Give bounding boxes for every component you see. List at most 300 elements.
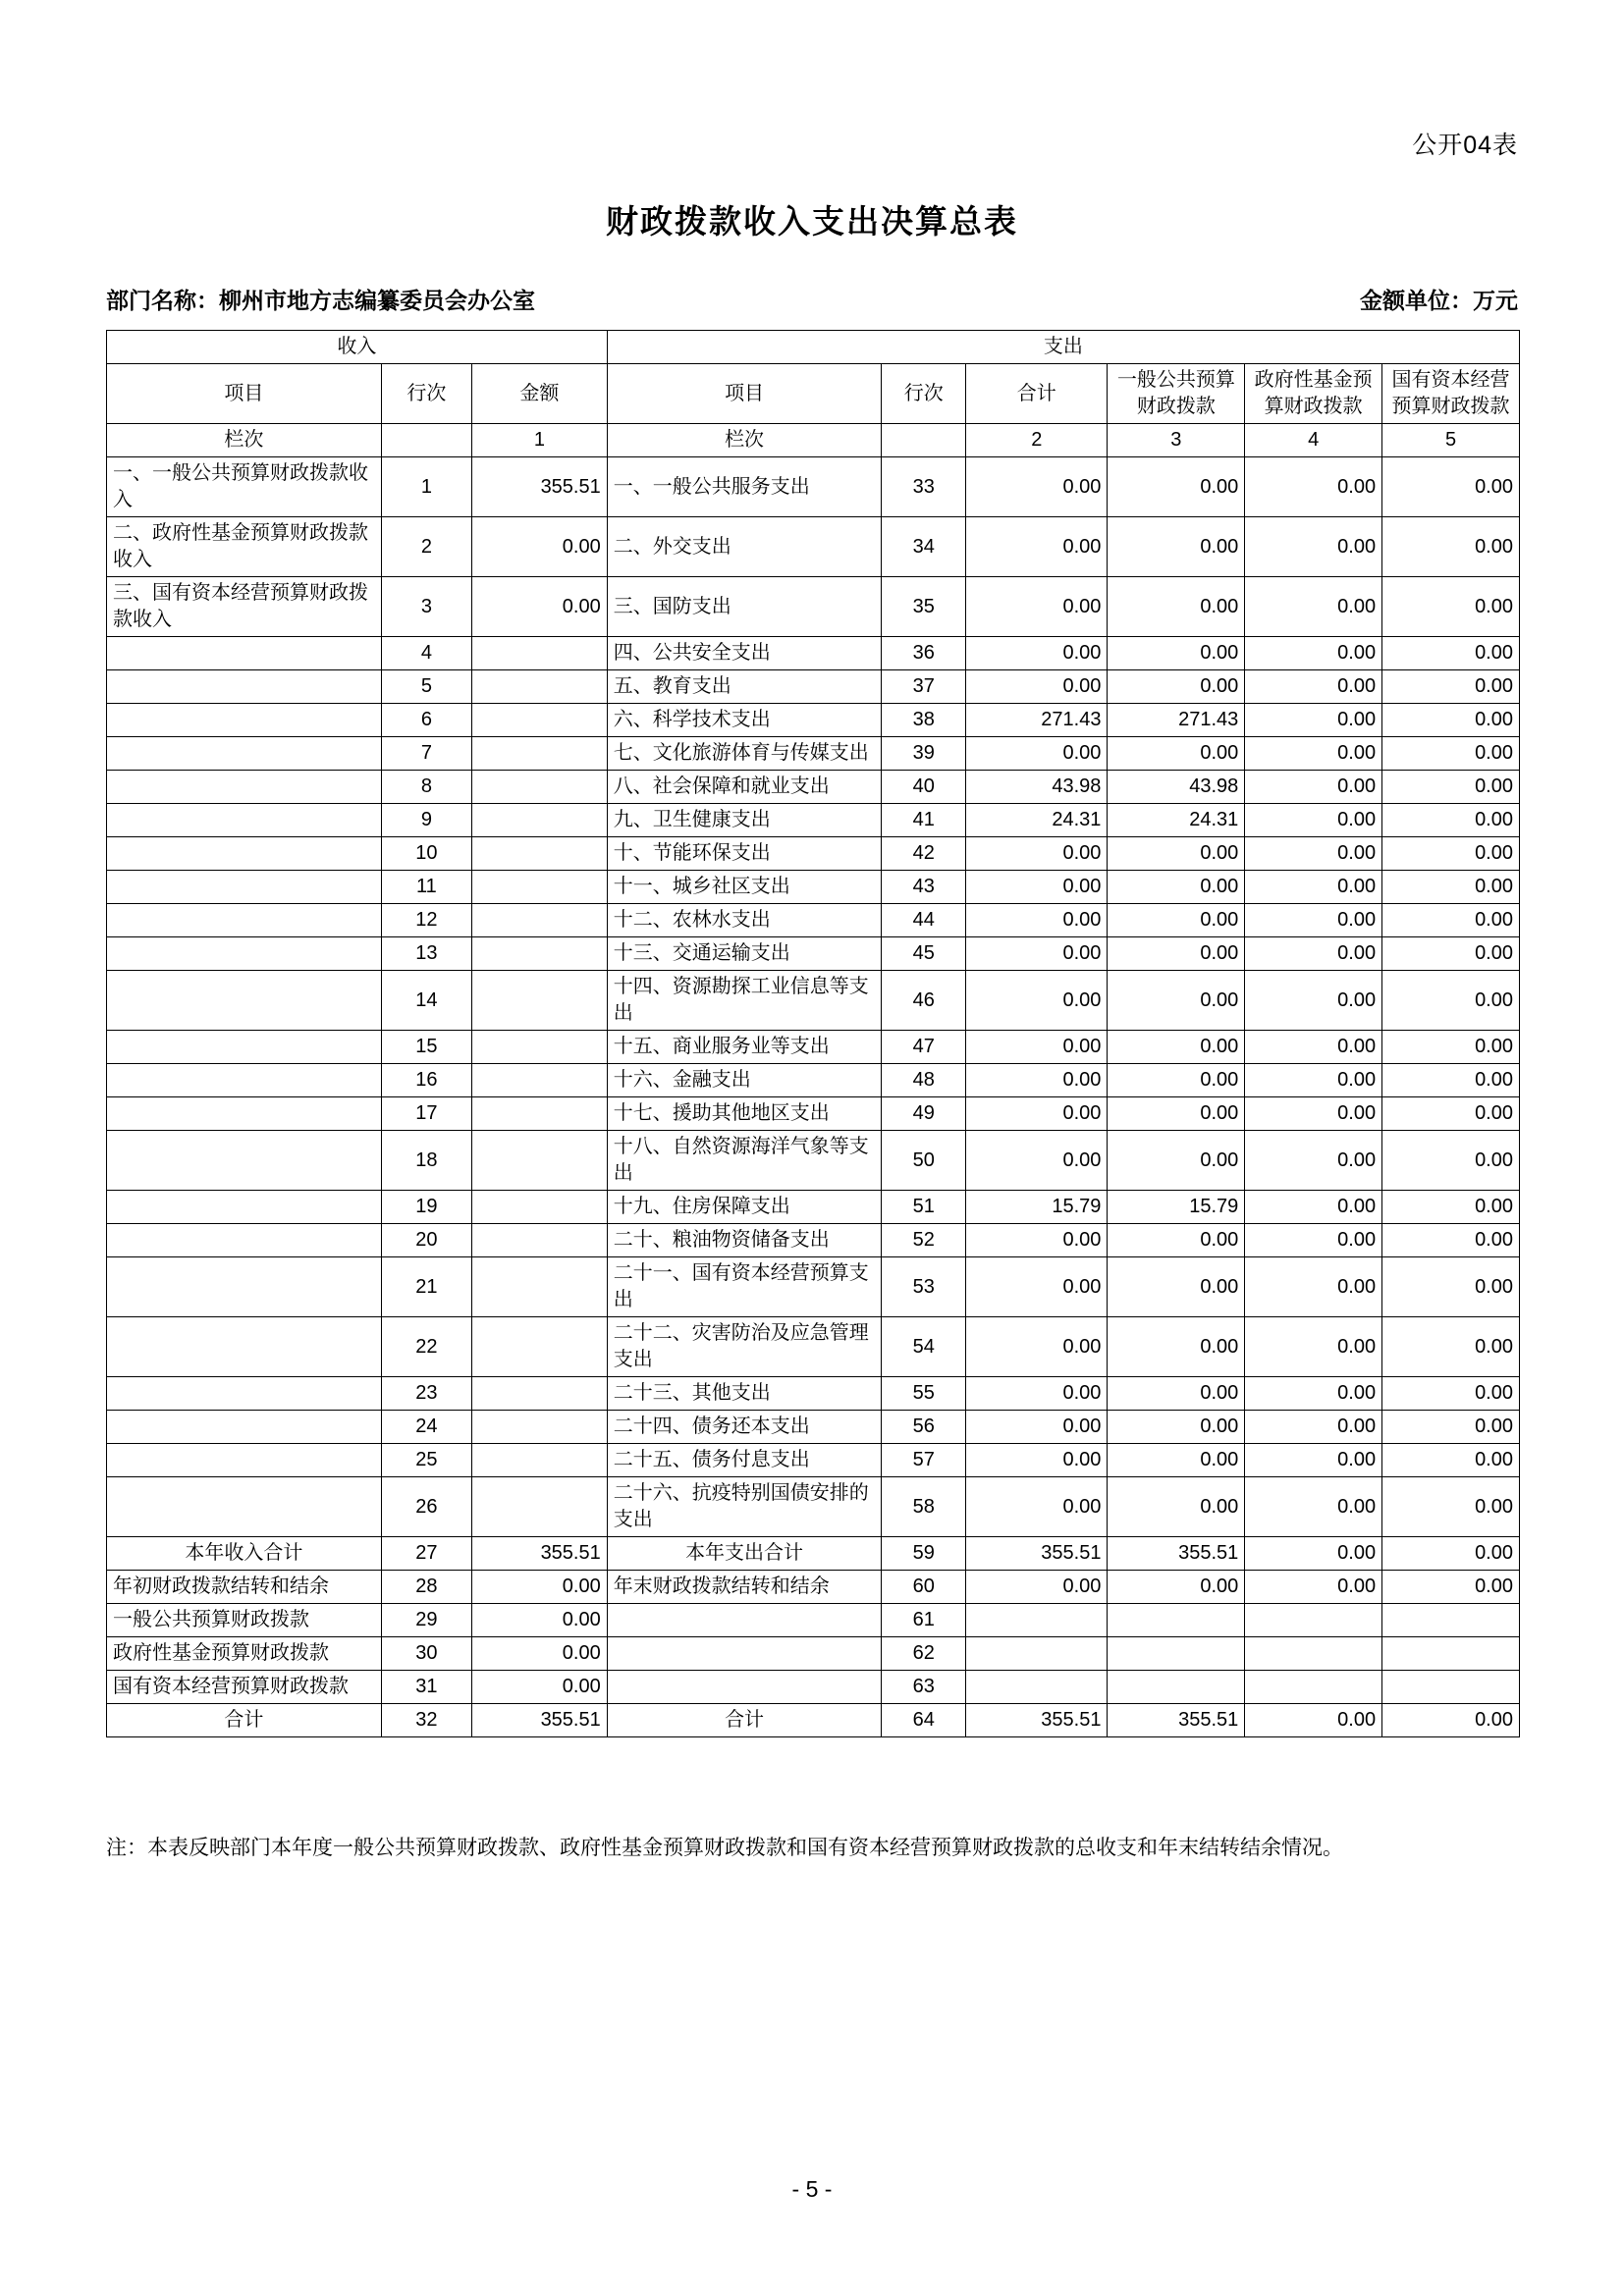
income-item-cell — [107, 1131, 382, 1191]
income-amount-cell — [472, 704, 608, 737]
income-rownum-cell: 30 — [381, 1637, 471, 1671]
general-budget-cell: 0.00 — [1108, 737, 1245, 771]
general-budget-cell: 0.00 — [1108, 837, 1245, 871]
income-item-cell — [107, 670, 382, 704]
state-capital-cell — [1382, 1671, 1520, 1704]
table-row — [107, 637, 1520, 670]
state-capital-cell: 0.00 — [1382, 1477, 1520, 1537]
expenditure-item-cell: 二十六、抗疫特别国债安排的支出 — [607, 1477, 882, 1537]
expenditure-total-cell: 0.00 — [966, 1317, 1108, 1377]
income-amount-cell — [472, 1317, 608, 1377]
income-amount-cell: 0.00 — [472, 1637, 608, 1671]
government-fund-cell: 0.00 — [1245, 704, 1382, 737]
income-item-cell — [107, 904, 382, 937]
expenditure-total-cell: 0.00 — [966, 1257, 1108, 1317]
expenditure-total-cell: 0.00 — [966, 577, 1108, 637]
income-amount-cell: 0.00 — [472, 577, 608, 637]
state-capital-cell: 0.00 — [1382, 1257, 1520, 1317]
government-fund-cell: 0.00 — [1245, 804, 1382, 837]
state-capital-cell: 0.00 — [1382, 1704, 1520, 1737]
expenditure-rownum-cell: 36 — [882, 637, 966, 670]
expenditure-rownum-cell: 42 — [882, 837, 966, 871]
expenditure-total-cell: 0.00 — [966, 937, 1108, 971]
income-amount-cell: 355.51 — [472, 1537, 608, 1571]
income-amount-cell — [472, 971, 608, 1031]
state-capital-cell — [1382, 1604, 1520, 1637]
general-budget-cell: 0.00 — [1108, 871, 1245, 904]
general-budget-cell — [1108, 1671, 1245, 1704]
expenditure-rownum-cell: 35 — [882, 577, 966, 637]
government-fund-cell: 0.00 — [1245, 1097, 1382, 1131]
expenditure-total-cell: 0.00 — [966, 1064, 1108, 1097]
table-note: 注：本表反映部门本年度一般公共预算财政拨款、政府性基金预算财政拨款和国有资本经营预算财政拨款的总收支和年末结转结余情况。 — [106, 1837, 1343, 1859]
income-amount-cell — [472, 804, 608, 837]
state-capital-cell: 0.00 — [1382, 904, 1520, 937]
general-budget-cell: 0.00 — [1108, 1064, 1245, 1097]
form-code: 公开04表 — [1412, 132, 1518, 159]
general-budget-cell: 24.31 — [1108, 804, 1245, 837]
income-item-cell — [107, 871, 382, 904]
state-capital-cell: 0.00 — [1382, 517, 1520, 577]
general-budget-cell — [1108, 1604, 1245, 1637]
government-fund-cell: 0.00 — [1245, 1131, 1382, 1191]
state-capital-cell: 0.00 — [1382, 1224, 1520, 1257]
expenditure-item-cell: 五、教育支出 — [607, 670, 882, 704]
expenditure-item-cell: 本年支出合计 — [607, 1537, 882, 1571]
expenditure-rownum-cell: 55 — [882, 1377, 966, 1411]
table-row — [107, 1444, 1520, 1477]
expenditure-item-cell: 三、国防支出 — [607, 577, 882, 637]
income-rownum-cell: 32 — [381, 1704, 471, 1737]
expenditure-item-cell: 十二、农林水支出 — [607, 904, 882, 937]
expenditure-rownum-header: 行次 — [882, 364, 966, 424]
expenditure-total-cell: 43.98 — [966, 771, 1108, 804]
expenditure-rownum-cell: 52 — [882, 1224, 966, 1257]
income-item-cell — [107, 1224, 382, 1257]
table-group-header-row — [107, 331, 1520, 364]
table-row — [107, 937, 1520, 971]
government-fund-cell: 0.00 — [1245, 670, 1382, 704]
income-rownum-cell: 14 — [381, 971, 471, 1031]
expenditure-item-cell — [607, 1604, 882, 1637]
income-amount-cell — [472, 737, 608, 771]
expenditure-col-2: 2 — [966, 424, 1108, 457]
government-fund-cell: 0.00 — [1245, 1031, 1382, 1064]
expenditure-total-cell: 0.00 — [966, 1224, 1108, 1257]
state-capital-cell: 0.00 — [1382, 971, 1520, 1031]
general-budget-cell: 0.00 — [1108, 637, 1245, 670]
income-amount-cell: 0.00 — [472, 1671, 608, 1704]
income-item-cell — [107, 1477, 382, 1537]
expenditure-item-cell: 二十、粮油物资储备支出 — [607, 1224, 882, 1257]
income-amount-cell — [472, 771, 608, 804]
income-rownum-cell: 13 — [381, 937, 471, 971]
expenditure-rownum-cell: 64 — [882, 1704, 966, 1737]
department-name: 柳州市地方志编纂委员会办公室 — [219, 288, 535, 313]
expenditure-total-cell: 271.43 — [966, 704, 1108, 737]
general-budget-cell: 0.00 — [1108, 904, 1245, 937]
income-item-cell — [107, 771, 382, 804]
government-fund-cell: 0.00 — [1245, 1704, 1382, 1737]
income-rownum-cell: 23 — [381, 1377, 471, 1411]
expenditure-rownum-cell: 51 — [882, 1191, 966, 1224]
general-budget-cell: 0.00 — [1108, 1377, 1245, 1411]
income-item-cell: 国有资本经营预算财政拨款 — [107, 1671, 382, 1704]
income-item-cell: 合计 — [107, 1704, 382, 1737]
table-row — [107, 1604, 1520, 1637]
income-item-cell — [107, 1097, 382, 1131]
income-rownum-cell: 18 — [381, 1131, 471, 1191]
general-budget-cell: 0.00 — [1108, 577, 1245, 637]
government-fund-cell: 0.00 — [1245, 577, 1382, 637]
income-rownum-cell: 27 — [381, 1537, 471, 1571]
income-amount-cell — [472, 837, 608, 871]
expenditure-total-cell: 0.00 — [966, 637, 1108, 670]
income-rownum-cell: 31 — [381, 1671, 471, 1704]
government-fund-cell: 0.00 — [1245, 1571, 1382, 1604]
expenditure-rownum-cell: 56 — [882, 1411, 966, 1444]
income-item-cell: 一、一般公共预算财政拨款收入 — [107, 457, 382, 517]
general-budget-cell: 355.51 — [1108, 1704, 1245, 1737]
state-capital-cell: 0.00 — [1382, 670, 1520, 704]
income-amount-cell — [472, 1097, 608, 1131]
state-capital-cell: 0.00 — [1382, 737, 1520, 771]
income-rownum-cell: 22 — [381, 1317, 471, 1377]
state-capital-cell: 0.00 — [1382, 1031, 1520, 1064]
table-row — [107, 904, 1520, 937]
government-fund-cell: 0.00 — [1245, 1477, 1382, 1537]
income-amount-cell: 355.51 — [472, 457, 608, 517]
expenditure-item-cell: 二十三、其他支出 — [607, 1377, 882, 1411]
income-item-cell — [107, 804, 382, 837]
income-rownum-cell: 20 — [381, 1224, 471, 1257]
table-row — [107, 1704, 1520, 1737]
expenditure-total-cell — [966, 1671, 1108, 1704]
income-rownum-cell: 25 — [381, 1444, 471, 1477]
state-capital-cell: 0.00 — [1382, 704, 1520, 737]
state-capital-cell: 0.00 — [1382, 1317, 1520, 1377]
income-amount-cell — [472, 637, 608, 670]
table-column-header-row — [107, 364, 1520, 424]
state-capital-cell: 0.00 — [1382, 937, 1520, 971]
expenditure-total-cell: 0.00 — [966, 670, 1108, 704]
expenditure-total-cell: 355.51 — [966, 1537, 1108, 1571]
expenditure-total-cell: 0.00 — [966, 517, 1108, 577]
department-label: 部门名称： — [106, 288, 219, 313]
income-group-header: 收入 — [107, 331, 608, 364]
income-item-cell: 年初财政拨款结转和结余 — [107, 1571, 382, 1604]
expenditure-rownum-cell: 50 — [882, 1131, 966, 1191]
income-col-label: 栏次 — [107, 424, 382, 457]
income-amount-cell: 0.00 — [472, 1604, 608, 1637]
expenditure-rownum-cell: 38 — [882, 704, 966, 737]
expenditure-item-cell: 年末财政拨款结转和结余 — [607, 1571, 882, 1604]
expenditure-item-cell: 十七、援助其他地区支出 — [607, 1097, 882, 1131]
expenditure-total-cell: 0.00 — [966, 737, 1108, 771]
income-rownum-cell: 8 — [381, 771, 471, 804]
income-rownum-cell: 3 — [381, 577, 471, 637]
expenditure-item-cell: 二、外交支出 — [607, 517, 882, 577]
income-rownum-cell: 12 — [381, 904, 471, 937]
income-col-1: 1 — [472, 424, 608, 457]
income-rownum-cell: 17 — [381, 1097, 471, 1131]
income-amount-cell — [472, 1191, 608, 1224]
state-capital-cell: 0.00 — [1382, 837, 1520, 871]
government-fund-cell: 0.00 — [1245, 1411, 1382, 1444]
income-amount-cell — [472, 904, 608, 937]
general-budget-header: 一般公共预算财政拨款 — [1108, 364, 1245, 424]
income-amount-cell — [472, 1031, 608, 1064]
expenditure-rownum-cell: 48 — [882, 1064, 966, 1097]
income-item-cell — [107, 1191, 382, 1224]
income-item-cell — [107, 637, 382, 670]
income-item-cell — [107, 971, 382, 1031]
expenditure-col-blank — [882, 424, 966, 457]
expenditure-total-cell: 0.00 — [966, 1571, 1108, 1604]
expenditure-item-cell: 一、一般公共服务支出 — [607, 457, 882, 517]
income-item-cell — [107, 1064, 382, 1097]
state-capital-cell: 0.00 — [1382, 577, 1520, 637]
state-capital-cell: 0.00 — [1382, 1537, 1520, 1571]
general-budget-cell: 0.00 — [1108, 1131, 1245, 1191]
income-amount-cell — [472, 1257, 608, 1317]
expenditure-total-cell: 24.31 — [966, 804, 1108, 837]
expenditure-total-cell: 0.00 — [966, 1477, 1108, 1537]
expenditure-item-cell: 合计 — [607, 1704, 882, 1737]
government-fund-cell: 0.00 — [1245, 837, 1382, 871]
income-item-cell: 二、政府性基金预算财政拨款收入 — [107, 517, 382, 577]
page-title: 财政拨款收入支出决算总表 — [606, 203, 1018, 240]
expenditure-rownum-cell: 45 — [882, 937, 966, 971]
table-row — [107, 1257, 1520, 1317]
expenditure-rownum-cell: 40 — [882, 771, 966, 804]
government-fund-cell: 0.00 — [1245, 871, 1382, 904]
income-item-header: 项目 — [107, 364, 382, 424]
income-rownum-cell: 1 — [381, 457, 471, 517]
department-line — [106, 283, 535, 315]
budget-table — [106, 330, 1520, 1737]
government-fund-cell: 0.00 — [1245, 771, 1382, 804]
table-row — [107, 457, 1520, 517]
state-capital-cell — [1382, 1637, 1520, 1671]
expenditure-total-cell: 0.00 — [966, 1031, 1108, 1064]
table-row — [107, 1031, 1520, 1064]
state-capital-header: 国有资本经营预算财政拨款 — [1382, 364, 1520, 424]
income-rownum-cell: 11 — [381, 871, 471, 904]
income-item-cell — [107, 737, 382, 771]
income-rownum-cell: 28 — [381, 1571, 471, 1604]
state-capital-cell: 0.00 — [1382, 1097, 1520, 1131]
expenditure-item-cell — [607, 1671, 882, 1704]
expenditure-item-cell: 四、公共安全支出 — [607, 637, 882, 670]
table-row — [107, 704, 1520, 737]
table-row — [107, 771, 1520, 804]
state-capital-cell: 0.00 — [1382, 1191, 1520, 1224]
expenditure-item-cell: 十五、商业服务业等支出 — [607, 1031, 882, 1064]
expenditure-rownum-cell: 44 — [882, 904, 966, 937]
expenditure-total-cell — [966, 1604, 1108, 1637]
general-budget-cell: 271.43 — [1108, 704, 1245, 737]
income-rownum-cell: 19 — [381, 1191, 471, 1224]
state-capital-cell: 0.00 — [1382, 457, 1520, 517]
government-fund-header: 政府性基金预算财政拨款 — [1245, 364, 1382, 424]
table-row — [107, 1637, 1520, 1671]
amount-unit: 金额单位：万元 — [1360, 288, 1518, 313]
expenditure-item-cell: 七、文化旅游体育与传媒支出 — [607, 737, 882, 771]
income-amount-cell — [472, 1411, 608, 1444]
income-rownum-cell: 29 — [381, 1604, 471, 1637]
general-budget-cell: 43.98 — [1108, 771, 1245, 804]
income-item-cell — [107, 1031, 382, 1064]
expenditure-col-5: 5 — [1382, 424, 1520, 457]
expenditure-item-cell: 十六、金融支出 — [607, 1064, 882, 1097]
expenditure-col-3: 3 — [1108, 424, 1245, 457]
expenditure-item-cell: 十三、交通运输支出 — [607, 937, 882, 971]
general-budget-cell: 0.00 — [1108, 1477, 1245, 1537]
income-col-blank — [381, 424, 471, 457]
general-budget-cell — [1108, 1637, 1245, 1671]
income-item-cell: 政府性基金预算财政拨款 — [107, 1637, 382, 1671]
income-rownum-cell: 21 — [381, 1257, 471, 1317]
general-budget-cell: 0.00 — [1108, 1411, 1245, 1444]
general-budget-cell: 0.00 — [1108, 457, 1245, 517]
income-amount-cell — [472, 1377, 608, 1411]
expenditure-rownum-cell: 58 — [882, 1477, 966, 1537]
expenditure-rownum-cell: 37 — [882, 670, 966, 704]
expenditure-total-cell: 0.00 — [966, 1131, 1108, 1191]
table-row — [107, 971, 1520, 1031]
table-row — [107, 517, 1520, 577]
income-rownum-cell: 7 — [381, 737, 471, 771]
expenditure-total-header: 合计 — [966, 364, 1108, 424]
table-column-index-row — [107, 424, 1520, 457]
state-capital-cell: 0.00 — [1382, 637, 1520, 670]
expenditure-total-cell: 355.51 — [966, 1704, 1108, 1737]
income-item-cell — [107, 837, 382, 871]
income-amount-cell — [472, 670, 608, 704]
government-fund-cell: 0.00 — [1245, 971, 1382, 1031]
table-row — [107, 577, 1520, 637]
expenditure-rownum-cell: 47 — [882, 1031, 966, 1064]
general-budget-cell: 0.00 — [1108, 517, 1245, 577]
income-amount-cell — [472, 1131, 608, 1191]
government-fund-cell: 0.00 — [1245, 904, 1382, 937]
expenditure-item-cell: 六、科学技术支出 — [607, 704, 882, 737]
general-budget-cell: 0.00 — [1108, 670, 1245, 704]
page-number: - 5 - — [791, 2176, 833, 2202]
expenditure-rownum-cell: 46 — [882, 971, 966, 1031]
income-rownum-cell: 6 — [381, 704, 471, 737]
expenditure-rownum-cell: 49 — [882, 1097, 966, 1131]
expenditure-item-cell: 十一、城乡社区支出 — [607, 871, 882, 904]
expenditure-rownum-cell: 54 — [882, 1317, 966, 1377]
expenditure-item-cell: 二十二、灾害防治及应急管理支出 — [607, 1317, 882, 1377]
income-rownum-cell: 2 — [381, 517, 471, 577]
income-amount-cell: 0.00 — [472, 1571, 608, 1604]
general-budget-cell: 0.00 — [1108, 971, 1245, 1031]
general-budget-cell: 0.00 — [1108, 1257, 1245, 1317]
income-rownum-cell: 26 — [381, 1477, 471, 1537]
expenditure-total-cell: 0.00 — [966, 971, 1108, 1031]
income-item-cell — [107, 1377, 382, 1411]
income-rownum-header: 行次 — [381, 364, 471, 424]
government-fund-cell: 0.00 — [1245, 1444, 1382, 1477]
state-capital-cell: 0.00 — [1382, 1377, 1520, 1411]
expenditure-item-header: 项目 — [607, 364, 882, 424]
government-fund-cell: 0.00 — [1245, 1317, 1382, 1377]
expenditure-rownum-cell: 60 — [882, 1571, 966, 1604]
general-budget-cell: 0.00 — [1108, 1571, 1245, 1604]
expenditure-total-cell: 0.00 — [966, 1444, 1108, 1477]
expenditure-total-cell: 0.00 — [966, 1411, 1108, 1444]
expenditure-total-cell: 0.00 — [966, 1097, 1108, 1131]
table-row — [107, 804, 1520, 837]
government-fund-cell: 0.00 — [1245, 1537, 1382, 1571]
income-item-cell — [107, 704, 382, 737]
expenditure-item-cell: 十、节能环保支出 — [607, 837, 882, 871]
expenditure-item-cell: 九、卫生健康支出 — [607, 804, 882, 837]
expenditure-item-cell: 十九、住房保障支出 — [607, 1191, 882, 1224]
income-amount-cell: 0.00 — [472, 517, 608, 577]
general-budget-cell: 0.00 — [1108, 1317, 1245, 1377]
government-fund-cell: 0.00 — [1245, 1377, 1382, 1411]
expenditure-rownum-cell: 63 — [882, 1671, 966, 1704]
government-fund-cell: 0.00 — [1245, 737, 1382, 771]
expenditure-total-cell — [966, 1637, 1108, 1671]
table-row — [107, 1477, 1520, 1537]
expenditure-rownum-cell: 61 — [882, 1604, 966, 1637]
expenditure-total-cell: 15.79 — [966, 1191, 1108, 1224]
expenditure-item-cell: 二十一、国有资本经营预算支出 — [607, 1257, 882, 1317]
expenditure-item-cell: 十八、自然资源海洋气象等支出 — [607, 1131, 882, 1191]
general-budget-cell: 0.00 — [1108, 1224, 1245, 1257]
expenditure-item-cell: 十四、资源勘探工业信息等支出 — [607, 971, 882, 1031]
general-budget-cell: 0.00 — [1108, 1031, 1245, 1064]
government-fund-cell: 0.00 — [1245, 1224, 1382, 1257]
general-budget-cell: 0.00 — [1108, 1444, 1245, 1477]
general-budget-cell: 0.00 — [1108, 937, 1245, 971]
government-fund-cell: 0.00 — [1245, 1064, 1382, 1097]
state-capital-cell: 0.00 — [1382, 1064, 1520, 1097]
income-item-cell — [107, 937, 382, 971]
expenditure-rownum-cell: 59 — [882, 1537, 966, 1571]
income-rownum-cell: 5 — [381, 670, 471, 704]
expenditure-rownum-cell: 43 — [882, 871, 966, 904]
income-item-cell: 一般公共预算财政拨款 — [107, 1604, 382, 1637]
government-fund-cell: 0.00 — [1245, 1191, 1382, 1224]
table-row — [107, 1097, 1520, 1131]
general-budget-cell: 15.79 — [1108, 1191, 1245, 1224]
government-fund-cell: 0.00 — [1245, 517, 1382, 577]
government-fund-cell: 0.00 — [1245, 457, 1382, 517]
expenditure-col-4: 4 — [1245, 424, 1382, 457]
income-rownum-cell: 9 — [381, 804, 471, 837]
table-row — [107, 737, 1520, 771]
expenditure-total-cell: 0.00 — [966, 837, 1108, 871]
income-item-cell — [107, 1257, 382, 1317]
expenditure-rownum-cell: 62 — [882, 1637, 966, 1671]
expenditure-total-cell: 0.00 — [966, 871, 1108, 904]
income-amount-cell: 355.51 — [472, 1704, 608, 1737]
state-capital-cell: 0.00 — [1382, 1411, 1520, 1444]
income-amount-cell — [472, 1224, 608, 1257]
table-row — [107, 1317, 1520, 1377]
government-fund-cell — [1245, 1604, 1382, 1637]
income-rownum-cell: 10 — [381, 837, 471, 871]
table-row — [107, 1064, 1520, 1097]
income-amount-cell — [472, 1444, 608, 1477]
expenditure-total-cell: 0.00 — [966, 904, 1108, 937]
